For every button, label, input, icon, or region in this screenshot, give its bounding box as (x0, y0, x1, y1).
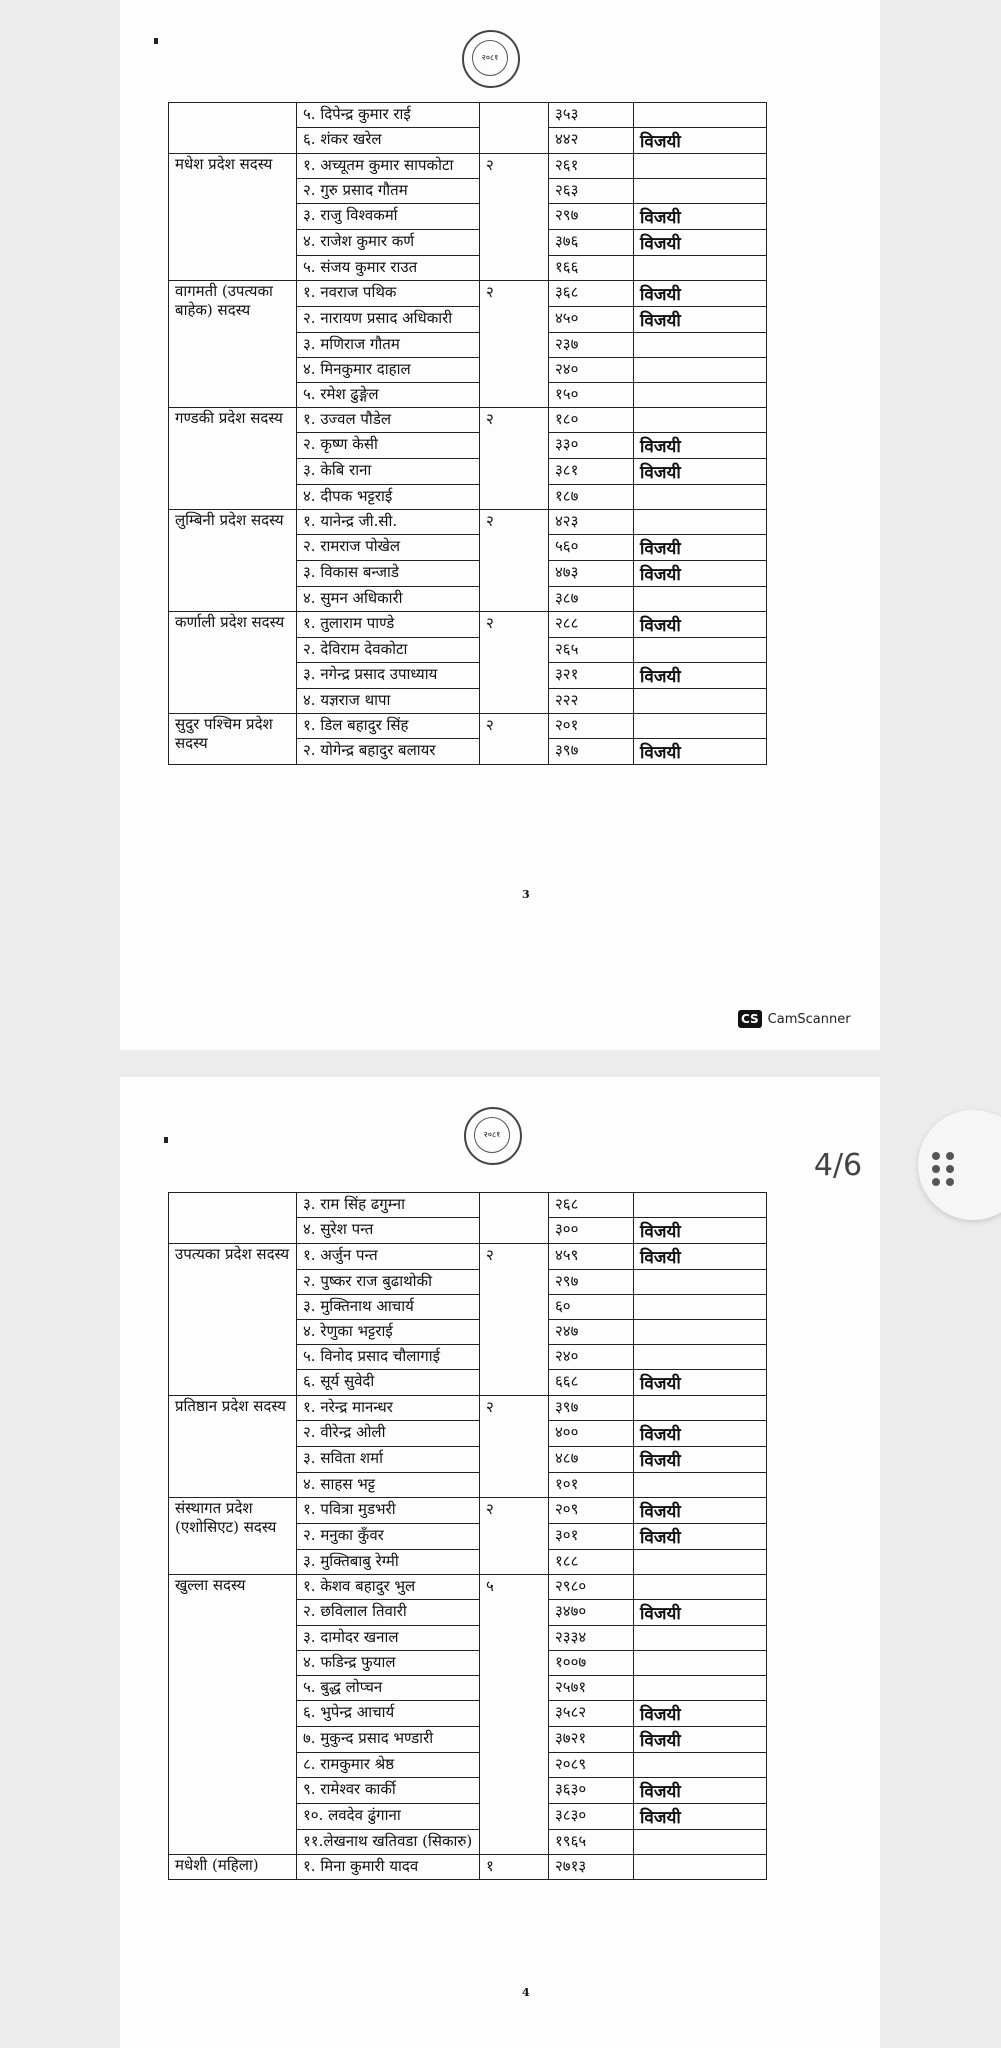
result-cell: विजयी (634, 230, 767, 256)
candidate-cell: ७. मुकुन्द प्रसाद भण्डारी (297, 1727, 480, 1753)
result-cell: विजयी (634, 1370, 767, 1396)
votes-cell: २६१ (549, 154, 634, 179)
category-cell: प्रतिष्ठान प्रदेश सदस्य (169, 1396, 297, 1498)
votes-cell: १०१ (549, 1473, 634, 1498)
candidate-cell: ३. मुक्तिबाबु रेग्मी (297, 1550, 480, 1575)
camscanner-label: CamScanner (767, 1011, 851, 1027)
votes-cell: ३०१ (549, 1524, 634, 1550)
candidate-cell: ६. सूर्य सुवेदी (297, 1370, 480, 1396)
candidate-cell: ३. राम सिंह ढगुम्ना (297, 1193, 480, 1218)
votes-cell: १००७ (549, 1651, 634, 1676)
result-cell (634, 689, 767, 714)
votes-cell: २०१ (549, 714, 634, 739)
votes-cell: ३६३० (549, 1778, 634, 1804)
result-cell: विजयी (634, 204, 767, 230)
candidate-cell: ८. रामकुमार श्रेष्ठ (297, 1753, 480, 1778)
seats-cell: १ (480, 1855, 549, 1880)
category-cell: खुल्ला सदस्य (169, 1575, 297, 1855)
votes-cell: २०८९ (549, 1753, 634, 1778)
result-cell (634, 1550, 767, 1575)
table-row (169, 281, 767, 307)
camscanner-logo: CS (738, 1010, 762, 1028)
result-cell (634, 714, 767, 739)
result-cell: विजयी (634, 1778, 767, 1804)
votes-cell: २६८ (549, 1193, 634, 1218)
result-cell: विजयी (634, 281, 767, 307)
result-cell: विजयी (634, 1701, 767, 1727)
candidate-cell: ५. संजय कुमार राउत (297, 256, 480, 281)
candidate-cell: ४. यज्ञराज थापा (297, 689, 480, 714)
result-cell: विजयी (634, 1498, 767, 1524)
votes-cell: २५७१ (549, 1676, 634, 1701)
result-cell (634, 358, 767, 383)
candidate-cell: ४. राजेश कुमार कर्ण (297, 230, 480, 256)
candidate-cell: १. नरेन्द्र मानन्धर (297, 1396, 480, 1421)
seats-cell: २ (480, 154, 549, 281)
result-cell: विजयी (634, 128, 767, 154)
page-indicator: 4/6 (813, 1148, 863, 1183)
votes-cell: २९७ (549, 1270, 634, 1295)
seats-cell: २ (480, 714, 549, 765)
candidate-cell: १. नवराज पथिक (297, 281, 480, 307)
votes-cell: ६० (549, 1295, 634, 1320)
candidate-cell: ६. भुपेन्द्र आचार्य (297, 1701, 480, 1727)
office-seal (464, 1107, 522, 1165)
category-cell: संस्थागत प्रदेश (एशोसिएट) सदस्य (169, 1498, 297, 1575)
candidate-cell: १. डिल बहादुर सिंह (297, 714, 480, 739)
candidate-cell: ३. मुक्तिनाथ आचार्य (297, 1295, 480, 1320)
votes-cell: १८७ (549, 485, 634, 510)
candidate-cell: ४. साहस भट्ट (297, 1473, 480, 1498)
document-page-3 (120, 0, 880, 1050)
result-cell (634, 1193, 767, 1218)
candidate-cell: १. अच्यूतम कुमार सापकोटा (297, 154, 480, 179)
votes-cell: ३९७ (549, 1396, 634, 1421)
candidate-cell: २. छविलाल तिवारी (297, 1600, 480, 1626)
category-cell: सुदुर पश्चिम प्रदेश सदस्य (169, 714, 297, 765)
result-cell: विजयी (634, 459, 767, 485)
page-number: 4 (522, 1986, 530, 1999)
camscanner-watermark (738, 1010, 851, 1028)
votes-cell: ३६८ (549, 281, 634, 307)
votes-cell: ४२३ (549, 510, 634, 535)
candidate-cell: २. योगेन्द्र बहादुर बलायर (297, 739, 480, 765)
votes-cell: १८० (549, 408, 634, 433)
seats-cell (480, 1193, 549, 1244)
result-cell (634, 1295, 767, 1320)
result-cell (634, 1753, 767, 1778)
candidate-cell: ४. सुरेश पन्त (297, 1218, 480, 1244)
votes-cell: ४४२ (549, 128, 634, 154)
candidate-cell: ३. मणिराज गौतम (297, 333, 480, 358)
seats-cell: २ (480, 408, 549, 510)
result-cell: विजयी (634, 433, 767, 459)
result-cell (634, 408, 767, 433)
candidate-cell: ४. दीपक भट्टराई (297, 485, 480, 510)
result-cell (634, 1473, 767, 1498)
result-cell (634, 1676, 767, 1701)
votes-cell: ३२१ (549, 663, 634, 689)
votes-cell: १८८ (549, 1550, 634, 1575)
result-cell: विजयी (634, 1218, 767, 1244)
election-results-table (168, 102, 767, 765)
result-cell (634, 333, 767, 358)
votes-cell: ३९७ (549, 739, 634, 765)
result-cell: विजयी (634, 1524, 767, 1550)
result-cell (634, 103, 767, 128)
table-row (169, 103, 767, 128)
scan-mark (154, 38, 158, 44)
candidate-cell: ३. दामोदर खनाल (297, 1626, 480, 1651)
votes-cell: ४८७ (549, 1447, 634, 1473)
candidate-cell: ३. विकास बन्जाडे (297, 561, 480, 587)
scan-mark (164, 1137, 168, 1143)
votes-cell: ३४७० (549, 1600, 634, 1626)
votes-cell: २६५ (549, 638, 634, 663)
votes-cell: ३५३ (549, 103, 634, 128)
category-cell: वागमती (उपत्यका बाहेक) सदस्य (169, 281, 297, 408)
page-number: 3 (522, 888, 530, 901)
candidate-cell: ६. शंकर खरेल (297, 128, 480, 154)
votes-cell: ३८१ (549, 459, 634, 485)
result-cell (634, 1320, 767, 1345)
table-row (169, 1244, 767, 1270)
result-cell: विजयी (634, 1244, 767, 1270)
votes-cell: २०९ (549, 1498, 634, 1524)
table-row (169, 1855, 767, 1880)
table-row (169, 1575, 767, 1600)
category-cell: मधेशी (महिला) (169, 1855, 297, 1880)
result-cell: विजयी (634, 1600, 767, 1626)
result-cell (634, 485, 767, 510)
candidate-cell: १. अर्जुन पन्त (297, 1244, 480, 1270)
votes-cell: २६३ (549, 179, 634, 204)
table-row (169, 714, 767, 739)
result-cell (634, 154, 767, 179)
result-cell (634, 179, 767, 204)
result-cell: विजयी (634, 1727, 767, 1753)
seal-text: २०८१ (474, 1117, 510, 1153)
candidate-cell: २. गुरु प्रसाद गौतम (297, 179, 480, 204)
votes-cell: २७१३ (549, 1855, 634, 1880)
seats-cell (480, 103, 549, 154)
seats-cell: २ (480, 612, 549, 714)
candidate-cell: ३. केबि राना (297, 459, 480, 485)
candidate-cell: ४. रेणुका भट्टराई (297, 1320, 480, 1345)
candidate-cell: ४. मिनकुमार दाहाल (297, 358, 480, 383)
table-row (169, 1396, 767, 1421)
candidate-cell: १. मिना कुमारी यादव (297, 1855, 480, 1880)
votes-cell: ३३० (549, 433, 634, 459)
category-cell (169, 1193, 297, 1244)
category-cell: कर्णाली प्रदेश सदस्य (169, 612, 297, 714)
votes-cell: २४० (549, 1345, 634, 1370)
result-cell (634, 256, 767, 281)
result-cell (634, 510, 767, 535)
result-cell (634, 1575, 767, 1600)
votes-cell: ३७२१ (549, 1727, 634, 1753)
votes-cell: २३३४ (549, 1626, 634, 1651)
seal-text: २०८१ (472, 40, 508, 76)
seats-cell: २ (480, 1396, 549, 1498)
table-row (169, 154, 767, 179)
category-cell: उपत्यका प्रदेश सदस्य (169, 1244, 297, 1396)
votes-cell: ४५० (549, 307, 634, 333)
table-row (169, 1193, 767, 1218)
table-row (169, 510, 767, 535)
votes-cell: १५० (549, 383, 634, 408)
votes-cell: ३७६ (549, 230, 634, 256)
table-row (169, 408, 767, 433)
candidate-cell: १. तुलाराम पाण्डे (297, 612, 480, 638)
candidate-cell: ३. सविता शर्मा (297, 1447, 480, 1473)
election-results-table (168, 1192, 767, 1880)
candidate-cell: ५. रमेश ढुङ्गेल (297, 383, 480, 408)
candidate-cell: ४. सुमन अधिकारी (297, 587, 480, 612)
result-cell: विजयी (634, 1421, 767, 1447)
votes-cell: २८८ (549, 612, 634, 638)
table-row (169, 612, 767, 638)
candidate-cell: ३. राजु विश्वकर्मा (297, 204, 480, 230)
candidate-cell: १. उज्वल पौडेल (297, 408, 480, 433)
category-cell (169, 103, 297, 154)
result-cell: विजयी (634, 535, 767, 561)
candidate-cell: २. देविराम देवकोटा (297, 638, 480, 663)
candidate-cell: ५. दिपेन्द्र कुमार राई (297, 103, 480, 128)
result-cell (634, 1830, 767, 1855)
votes-cell: ६६८ (549, 1370, 634, 1396)
result-cell (634, 1345, 767, 1370)
seats-cell: २ (480, 281, 549, 408)
votes-cell: २२२ (549, 689, 634, 714)
seats-cell: ५ (480, 1575, 549, 1855)
result-cell: विजयी (634, 663, 767, 689)
category-cell: गण्डकी प्रदेश सदस्य (169, 408, 297, 510)
result-cell: विजयी (634, 307, 767, 333)
votes-cell: १९६५ (549, 1830, 634, 1855)
seats-cell: २ (480, 510, 549, 612)
result-cell: विजयी (634, 739, 767, 765)
result-cell (634, 1270, 767, 1295)
result-cell (634, 1651, 767, 1676)
result-cell: विजयी (634, 561, 767, 587)
candidate-cell: १. केशव बहादुर भुल (297, 1575, 480, 1600)
candidate-cell: २. वीरेन्द्र ओली (297, 1421, 480, 1447)
seats-cell: २ (480, 1498, 549, 1575)
votes-cell: ४७३ (549, 561, 634, 587)
result-cell: विजयी (634, 612, 767, 638)
result-cell: विजयी (634, 1447, 767, 1473)
votes-cell: २४७ (549, 1320, 634, 1345)
candidate-cell: १. यानेन्द्र जी.सी. (297, 510, 480, 535)
candidate-cell: २. रामराज पोखेल (297, 535, 480, 561)
votes-cell: २९८० (549, 1575, 634, 1600)
votes-cell: ३५८२ (549, 1701, 634, 1727)
votes-cell: २९७ (549, 204, 634, 230)
votes-cell: ४०० (549, 1421, 634, 1447)
candidate-cell: २. मनुका कुँवर (297, 1524, 480, 1550)
candidate-cell: ५. बुद्ध लोप्चन (297, 1676, 480, 1701)
candidate-cell: ९. रामेश्वर कार्की (297, 1778, 480, 1804)
votes-cell: २४० (549, 358, 634, 383)
result-cell (634, 383, 767, 408)
result-cell (634, 1626, 767, 1651)
votes-cell: ५६० (549, 535, 634, 561)
document-page-4 (120, 1077, 880, 2048)
candidate-cell: २. कृष्ण केसी (297, 433, 480, 459)
candidate-cell: ३. नगेन्द्र प्रसाद उपाध्याय (297, 663, 480, 689)
table-row (169, 1498, 767, 1524)
result-cell: विजयी (634, 1804, 767, 1830)
seats-cell: २ (480, 1244, 549, 1396)
category-cell: लुम्बिनी प्रदेश सदस्य (169, 510, 297, 612)
result-cell (634, 1396, 767, 1421)
votes-cell: १६६ (549, 256, 634, 281)
result-cell (634, 587, 767, 612)
dots-grid-icon[interactable] (918, 1110, 1001, 1220)
votes-cell: ४५९ (549, 1244, 634, 1270)
votes-cell: ३८७ (549, 587, 634, 612)
votes-cell: ३८३० (549, 1804, 634, 1830)
result-cell (634, 638, 767, 663)
category-cell: मधेश प्रदेश सदस्य (169, 154, 297, 281)
result-cell (634, 1855, 767, 1880)
candidate-cell: ५. विनोद प्रसाद चौलागाई (297, 1345, 480, 1370)
votes-cell: २३७ (549, 333, 634, 358)
office-seal (462, 30, 520, 88)
candidate-cell: २. नारायण प्रसाद अधिकारी (297, 307, 480, 333)
votes-cell: ३०० (549, 1218, 634, 1244)
candidate-cell: ११.लेखनाथ खतिवडा (सिकारु) (297, 1830, 480, 1855)
candidate-cell: २. पुष्कर राज बुढाथोकी (297, 1270, 480, 1295)
candidate-cell: ४. फडिन्द्र फुयाल (297, 1651, 480, 1676)
candidate-cell: १. पवित्रा मुडभरी (297, 1498, 480, 1524)
candidate-cell: १०. लवदेव ढुंगाना (297, 1804, 480, 1830)
